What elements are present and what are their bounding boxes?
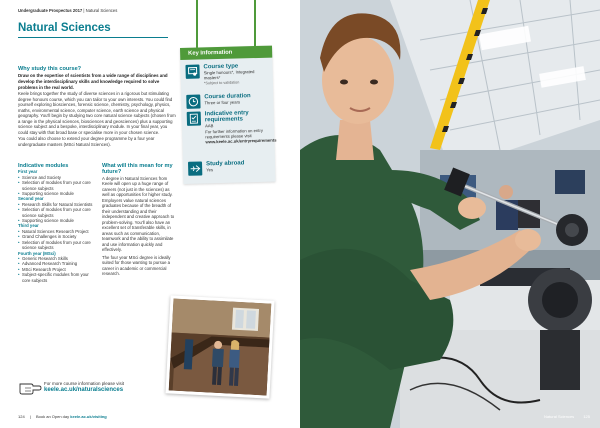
future-msci: The four year MSci degree is ideally suited for those wanting to pursue a career in academic or commercial research. (102, 254, 171, 277)
modules-section (18, 163, 98, 283)
entry-title: Indicative entry requirements (204, 110, 249, 124)
why-study-msci: You could also choose to extend your degree programme by a four year undergraduate masters (MSci Natural Sciences). (18, 136, 155, 147)
entry-requirements-item (187, 110, 277, 145)
hanging-string (196, 0, 198, 49)
footer-right (544, 414, 590, 419)
course-type-note: *Subject to validation (203, 80, 240, 85)
pointing-hand-icon (18, 378, 42, 396)
why-study-body: Keele brings together the study of diverse sciences in a rigorous but stimulating degree honours course, which you can tailor to your own interests. You could find yourself exploring biosciences, forensic science, chemistry, psychology, physics, maths, environmental science, computer science, earth science and physical geography. You'll begin by studying two core natural science subjects (chosen from a range in the physical sciences, biosciences and geosciences) plus a supporting science subject and a bespoke, interdisciplinary module. In your final year, you could stay with that broad base or specialise more in your chosen science. (18, 91, 176, 135)
study-abroad-value: Yes (206, 167, 214, 173)
list-item: • Advanced Research Training (18, 261, 98, 266)
study-abroad-title: Study abroad (205, 160, 245, 168)
entry-requirements-link[interactable]: www.keele.ac.uk/entryrequirements (205, 137, 277, 145)
students-photo (166, 295, 275, 398)
first-year-label: First year (18, 169, 38, 175)
course-info-callout (18, 378, 168, 398)
lab-student-photo (300, 0, 600, 428)
entry-value: AAB (204, 123, 214, 129)
second-year-label: Second year (18, 196, 44, 202)
duration-item (186, 93, 270, 107)
entry-more-info: For further information on entry requirements please visit (205, 127, 263, 140)
list-item: • Selection of modules from your core science subjects (18, 240, 98, 251)
page-number-right: 125 (583, 414, 590, 419)
key-information-panel (180, 46, 276, 184)
course-info-text: For more course information please visit (44, 381, 125, 386)
list-item: • Supporting science module (18, 191, 98, 196)
future-section (102, 163, 178, 277)
page-title: Natural Sciences (18, 22, 111, 34)
footer-left: 124 | Book an Open day keele.ac.uk/visiting (18, 414, 107, 419)
title-divider (18, 37, 168, 38)
future-heading: What will this mean for my future? (102, 163, 173, 176)
why-study-section (18, 66, 178, 147)
future-body: A degree in Natural Sciences from Keele will open up a huge range of careers (not just in the sciences) as well as opportunities for higher study. Employers value natural sciences graduates because of the breadth of their understanding and their independent and creative approach to problem-solving. You'll also have an excellent set of transferable skills, in areas such as communication, teamwork and the ability to assimilate and use information quickly and effectively. (102, 175, 175, 253)
footer-visiting-link[interactable]: keele.ac.uk/visiting (70, 414, 107, 419)
study-abroad-item (188, 160, 272, 174)
third-year-label: Third year (18, 223, 39, 229)
running-head-right: Natural Sciences (85, 8, 118, 13)
footer-right-text: Natural Sciences (543, 414, 575, 419)
list-item: • MSci Research Project (18, 267, 98, 272)
duration-value: Three or four years (204, 99, 241, 106)
fourth-year-label: Fourth year (MSci) (18, 250, 56, 256)
modules-list (18, 169, 98, 283)
clock-icon (186, 94, 200, 108)
modules-heading: Indicative modules (18, 163, 69, 169)
list-item: • Subject-specific modules from your core subjects (18, 272, 98, 283)
running-head-left: Undergraduate Prospectus 2017 (18, 8, 83, 13)
course-info-link[interactable]: keele.ac.uk/naturalsciences (44, 386, 124, 393)
certificate-icon (185, 64, 199, 78)
course-type-title: Course type (203, 63, 239, 71)
list-item: • Science and Society (18, 175, 98, 180)
list-item: • Selection of modules from your core science subjects (18, 180, 98, 191)
footer-tagline: Book an Open day (35, 414, 70, 419)
why-study-heading: Why study this course? (18, 66, 82, 72)
course-type-value: Single honours*, Integrated masters* (203, 69, 255, 81)
running-head: Undergraduate Prospectus 2017 | Natural Sciences (18, 8, 118, 13)
course-type-item (185, 63, 270, 87)
list-item: • Grand Challenges in Society (18, 234, 98, 239)
hanging-string (254, 0, 256, 49)
list-item: • Research Skills for Natural Scientists (18, 202, 98, 207)
page-number-left: 124 (18, 414, 25, 419)
airplane-icon (188, 161, 202, 175)
list-item: • Generic Research Skills (18, 256, 98, 261)
checklist-icon (187, 111, 201, 125)
list-item: • Natural Sciences Research Project (18, 229, 98, 234)
key-information-header: Key Information (180, 46, 272, 60)
duration-title: Course duration (204, 93, 251, 101)
list-item: • Supporting science module (18, 218, 98, 223)
list-item: • Selection of modules from your core science subjects (18, 207, 98, 218)
why-study-lead: Draw on the expertise of scientists from a wide range of disciplines and develop the interdisciplinary skills and knowledge required to solve problems in the real world. (18, 73, 168, 90)
